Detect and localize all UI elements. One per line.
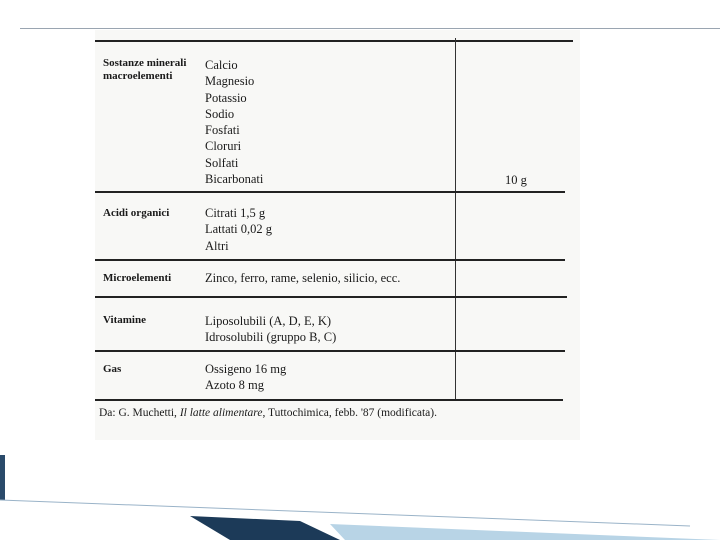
table-column-divider <box>455 38 456 400</box>
category-organic-acids: Acidi organici <box>103 207 170 219</box>
footer-shape <box>190 516 340 540</box>
list-item: Potassio <box>205 90 247 105</box>
list-item: Sodio <box>205 106 235 121</box>
list-item: Lattati 0,02 g <box>205 222 272 237</box>
list-item: Idrosolubili (gruppo B, C) <box>205 330 337 345</box>
items-microelements <box>205 270 400 286</box>
items-organic-acids <box>205 205 272 254</box>
list-item: Azoto 8 mg <box>205 378 265 393</box>
list-item: Citrati 1,5 g <box>205 206 266 220</box>
footer-shape <box>330 524 720 540</box>
slide-top-rule <box>20 28 720 29</box>
items-vitamins <box>205 313 336 346</box>
table-rule <box>95 259 565 261</box>
source-title: Il latte alimentare <box>179 407 263 419</box>
table-rule <box>95 296 567 298</box>
items-gas <box>205 361 286 394</box>
category-gas: Gas <box>103 363 122 375</box>
list-item: Liposolubili (A, D, E, K) <box>205 314 332 328</box>
table-rule-top <box>95 40 573 42</box>
list-item: Magnesio <box>205 74 255 89</box>
list-item: Zinco, ferro, rame, selenio, silicio, ecc. <box>205 271 401 285</box>
table-rule-bottom <box>95 399 563 401</box>
total-amount: 10 g <box>505 173 527 187</box>
category-mineral-macro: Sostanze minerali macroelementi <box>103 57 187 82</box>
list-item: Fosfati <box>205 123 240 138</box>
scanned-table <box>95 30 580 440</box>
list-item: Solfati <box>205 155 239 170</box>
source-suffix: , Tuttochimica, febb. '87 (modificata). <box>262 407 437 419</box>
list-item: Calcio <box>205 58 238 72</box>
slide-footer-decoration <box>0 490 720 540</box>
list-item: Bicarbonati <box>205 172 264 187</box>
source-citation <box>99 407 437 419</box>
items-mineral-macro <box>205 57 263 187</box>
table-rule <box>95 191 565 193</box>
category-microelements: Microelementi <box>103 272 172 284</box>
list-item: Ossigeno 16 mg <box>205 362 287 376</box>
list-item: Cloruri <box>205 139 242 154</box>
footer-line <box>0 500 690 526</box>
category-vitamins: Vitamine <box>103 314 146 326</box>
source-prefix: Da: G. Muchetti, <box>99 407 180 419</box>
table-rule <box>95 350 565 352</box>
list-item: Altri <box>205 238 229 253</box>
